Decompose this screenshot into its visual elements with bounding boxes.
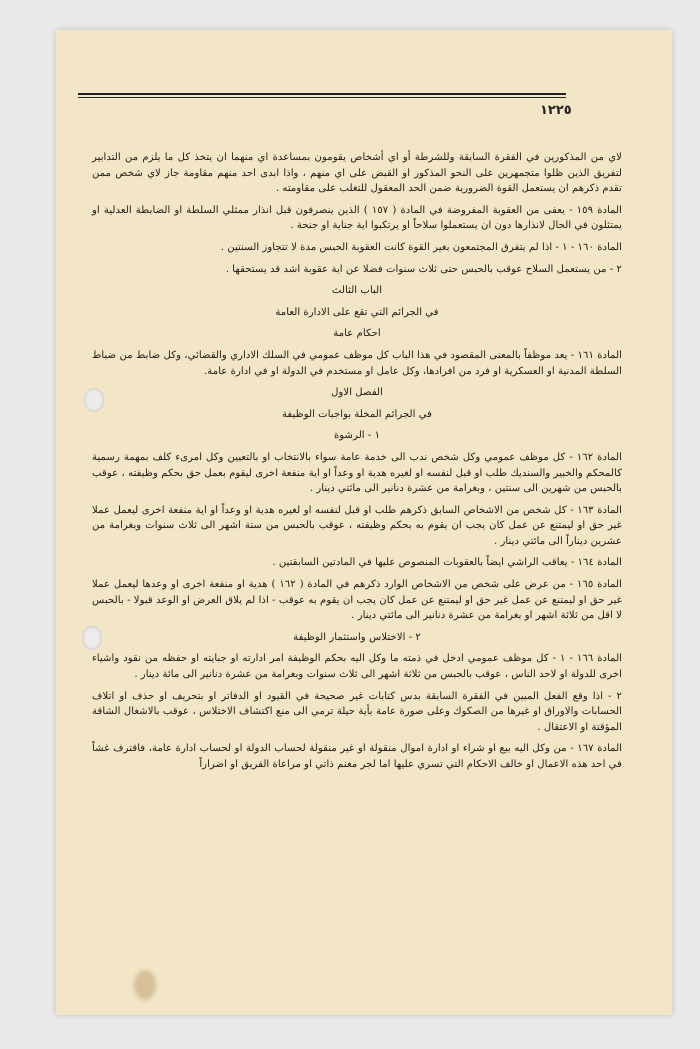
section-heading: ١ - الرشوة: [333, 430, 381, 442]
paragraph: المادة ١٦٦ - ١ - كل موظف عمومي ادخل في ذمته ما وكل اليه بحكم الوظيفة امر ادارته او جبايته او حفظه من نقود واشياء اخرى للدولة او لاحد الناس ، عوقب بالحبس من ثلاثة اشهر الى ثلاث سنوات وبغرامة من عشرة دنانير الى مائة دينار .: [92, 653, 623, 681]
paragraph: ٢ - من يستعمل السلاح عوقب بالحبس حتى ثلاث سنوات فضلا عن اية عقوبة اشد قد يستحقها .: [225, 263, 622, 275]
paragraph: المادة ١٦٢ - كل موظف عمومي وكل شخص ندب الى خدمة عامة سواء بالانتخاب او بالتعيين وكل امرىء كلف بمهمة رسمية كالمحكم والخبير والسنديك طلب او قبل لنفسه او لغيره هدية او وعداً او اية منفعة اخرى ليقوم بعمل حق بحكم وظيفته ، عوقب بالحبس من شهرين الى سنتين ، وبغرامة من عشرة دنانير الى مائتي دينار .: [92, 451, 622, 495]
paragraph: المادة ١٦٧ - من وكل اليه بيع او شراء او ادارة اموال منقولة او غير منقولة لحساب الدولة او لحساب ادارة عامة، فاقترف غشاً في احد هذه الاعمال او خالف الاحكام التي تسري عليها اما لجر مغنم ذاتي او مراعاة الفريق او اضراراً: [92, 743, 623, 770]
document-body: [92, 150, 622, 773]
paragraph: المادة ١٦١ - يعد موظفاً بالمعنى المقصود في هذا الباب كل موظف عمومي في السلك الاداري والقضائي، وكل ضابط من ضباط السلطة المدنية او العسكرية او فرد من افرادها، وكل عامل او مستخدم في الدولة او في ادارة عامة.: [92, 349, 622, 377]
paragraph: المادة ١٥٩ - يعفى من العقوبة المفروضة في المادة ( ١٥٧ ) الذين ينصرفون قبل انذار ممثلي السلطة او الضابطة العدلية او يمتثلون في الحال لانذارها دون ان يستعملوا سلاحاً او يرتكبوا اية جناية او جنحة .: [92, 204, 622, 232]
section-heading: ٢ - الاختلاس واستثمار الوظيفة: [293, 631, 421, 643]
paragraph: ٢ - اذا وقع الفعل المبين في الفقرة السابقة بدس كتابات غير صحيحة في القيود او الدفاتر او بتحريف او حذف او اتلاف الحسابات والاوراق او غيرها من الصكوك وعلى صورة عامة بأية حيلة ترمي الى منع اكتشاف الاختلاس ، عوقب بالاشغال الشاقة المؤقتة او الاعتقال .: [92, 690, 622, 733]
paragraph: المادة ١٦٠ - ١ - اذا لم يتفرق المجتمعون بغير القوة كانت العقوبة الحبس مدة لا تتجاوز السنتين .: [220, 241, 622, 253]
page-number: ١٢٢٥: [540, 103, 572, 118]
header-rule: [78, 93, 566, 98]
section-heading: الفصل الاول: [331, 387, 383, 399]
paper-stain: [134, 970, 156, 1000]
section-heading: في الجرائم التي تقع على الادارة العامة: [275, 306, 439, 318]
paragraph: المادة ١٦٥ - من عرض على شخص من الاشخاص الوارد ذكرهم في المادة ( ١٦٢ ) هدية او منفعة اخرى او وعدها ليعمل عملا غير حق او ليمتنع عن عمل غير حق او ليمتنع عن عمل كان يجب ان يقوم به عوقب - اذا لم يلاق العرض او الوعد قبولا - بالحبس لا اقل من ثلاثة اشهر او بغرامة من عشرة دنانير الى مائتي دينار .: [92, 579, 622, 622]
section-heading: الباب الثالث: [331, 285, 383, 297]
section-heading: في الجرائم المخلة بواجبات الوظيفة: [281, 408, 433, 420]
paragraph: المادة ١٦٣ - كل شخص من الاشخاص السابق ذكرهم طلب او قبل لنفسه او لغيره هدية او وعداً او اية منفعة اخرى ليعمل عملا غير حق او ليمتنع عن عمل كان يجب ان يقوم به بحكم وظيفته ، عوقب بالحبس من ستة اشهر الى ثلاث سنوات وبغرامة من عشرين ديناراً الى مائتي دينار .: [92, 504, 622, 547]
paragraph: المادة ١٦٤ - يعاقب الراشي ايضاً بالعقوبات المنصوص عليها في المادتين السابقتين .: [272, 557, 622, 569]
paragraph: لاي من المذكورين في الفقرة السابقة وللشرطة أو اي أشخاص يقومون بمساعدة اي منهما ان يتخذ كل ما يلزم من التدابير لتفريق الذين ظلوا متجمهرين على النحو المذكور او القبض على اي منهم ، واذا ابدى احد منهم مقاومة جاز لاي شخص ممن تقدم ذكرهم ان يستعمل القوة الضرورية ضمن الحد المعقول للتغلب على مقاومته .: [92, 152, 622, 195]
section-heading: احكام عامة: [333, 328, 381, 340]
